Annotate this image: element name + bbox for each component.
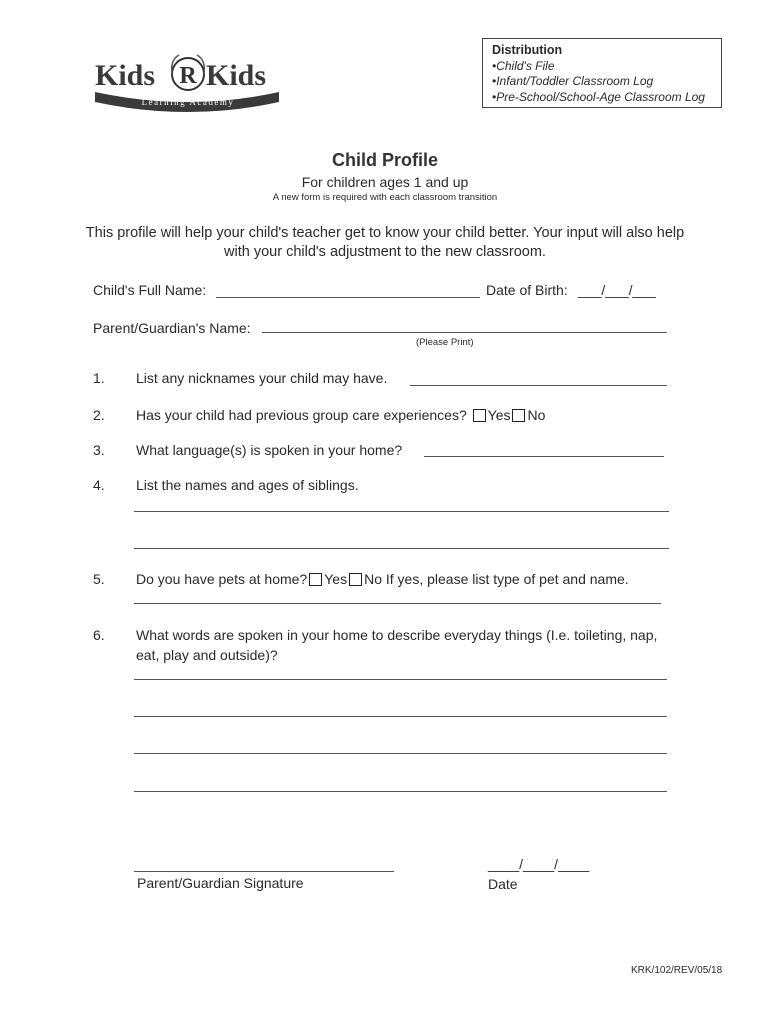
group-care-no-checkbox[interactable] xyxy=(512,409,525,422)
siblings-field-line-2[interactable] xyxy=(134,548,669,549)
distribution-item: •Infant/Toddler Classroom Log xyxy=(492,74,654,88)
distribution-box xyxy=(482,38,722,108)
question-text: Has your child had previous group care experiences? xyxy=(136,407,467,423)
no-label: No xyxy=(527,407,546,423)
intro-paragraph: This profile will help your child's teacher get to know your child better. Your input will also help with your child's adjustment to the new classroom. xyxy=(85,225,685,260)
question-number: 3. xyxy=(93,442,105,458)
question-text-followup: If yes, please list type of pet and name. xyxy=(385,571,629,587)
question-number: 6. xyxy=(93,627,105,643)
dob-field[interactable]: ___/___/___ xyxy=(578,282,656,298)
kids-r-kids-logo xyxy=(93,50,283,112)
signature-date-field[interactable]: ____/____/____ xyxy=(488,856,590,872)
signature-label: Parent/Guardian Signature xyxy=(137,875,304,891)
form-note: A new form is required with each classroom transition xyxy=(272,192,498,203)
parent-name-field[interactable] xyxy=(262,332,667,333)
group-care-question xyxy=(136,405,545,425)
group-care-yes-checkbox[interactable] xyxy=(473,409,486,422)
nicknames-field[interactable] xyxy=(410,385,667,386)
words-field-line-1[interactable] xyxy=(134,679,667,680)
words-field-line-4[interactable] xyxy=(134,791,667,792)
child-name-label: Child's Full Name: xyxy=(93,282,207,298)
question-number: 2. xyxy=(93,407,105,423)
logo-left-word: Kids xyxy=(95,59,156,92)
question-number: 5. xyxy=(93,571,105,587)
child-name-field[interactable] xyxy=(216,297,480,298)
language-field[interactable] xyxy=(424,456,664,457)
date-label: Date xyxy=(488,876,518,892)
logo-center-letter: R xyxy=(179,63,197,89)
question-text: List any nicknames your child may have. xyxy=(136,370,388,386)
no-label: No xyxy=(364,571,382,587)
question-number: 1. xyxy=(93,370,105,386)
words-field-line-3[interactable] xyxy=(134,753,667,754)
words-field-line-2[interactable] xyxy=(134,716,667,717)
question-text: What words are spoken in your home to describe everyday things (I.e. toileting, nap, eat, play and outside)? xyxy=(136,627,658,663)
logo-banner-text: Learning Academy xyxy=(141,97,235,107)
question-text: What language(s) is spoken in your home? xyxy=(136,442,403,458)
logo-right-word: Kids xyxy=(206,59,267,92)
dob-label: Date of Birth: xyxy=(486,282,568,298)
yes-label: Yes xyxy=(487,407,511,423)
distribution-title: Distribution xyxy=(492,43,563,57)
question-text: Do you have pets at home? xyxy=(136,571,308,587)
pets-question xyxy=(136,569,629,589)
question-number: 4. xyxy=(93,477,105,493)
please-print-hint: (Please Print) xyxy=(416,337,474,348)
distribution-item: •Pre-School/School-Age Classroom Log xyxy=(492,89,705,104)
page-title: Child Profile xyxy=(331,150,438,170)
distribution-item: •Child's File xyxy=(492,58,555,73)
siblings-field-line-1[interactable] xyxy=(134,511,669,512)
form-code: KRK/102/REV/05/18 xyxy=(631,965,723,976)
pets-yes-checkbox[interactable] xyxy=(309,573,322,586)
signature-field[interactable] xyxy=(134,871,394,872)
page-subtitle: For children ages 1 and up xyxy=(301,174,469,190)
yes-label: Yes xyxy=(324,571,348,587)
pets-field[interactable] xyxy=(134,603,661,604)
parent-name-label: Parent/Guardian's Name: xyxy=(93,320,251,336)
question-text: List the names and ages of siblings. xyxy=(136,477,359,493)
pets-no-checkbox[interactable] xyxy=(349,573,362,586)
